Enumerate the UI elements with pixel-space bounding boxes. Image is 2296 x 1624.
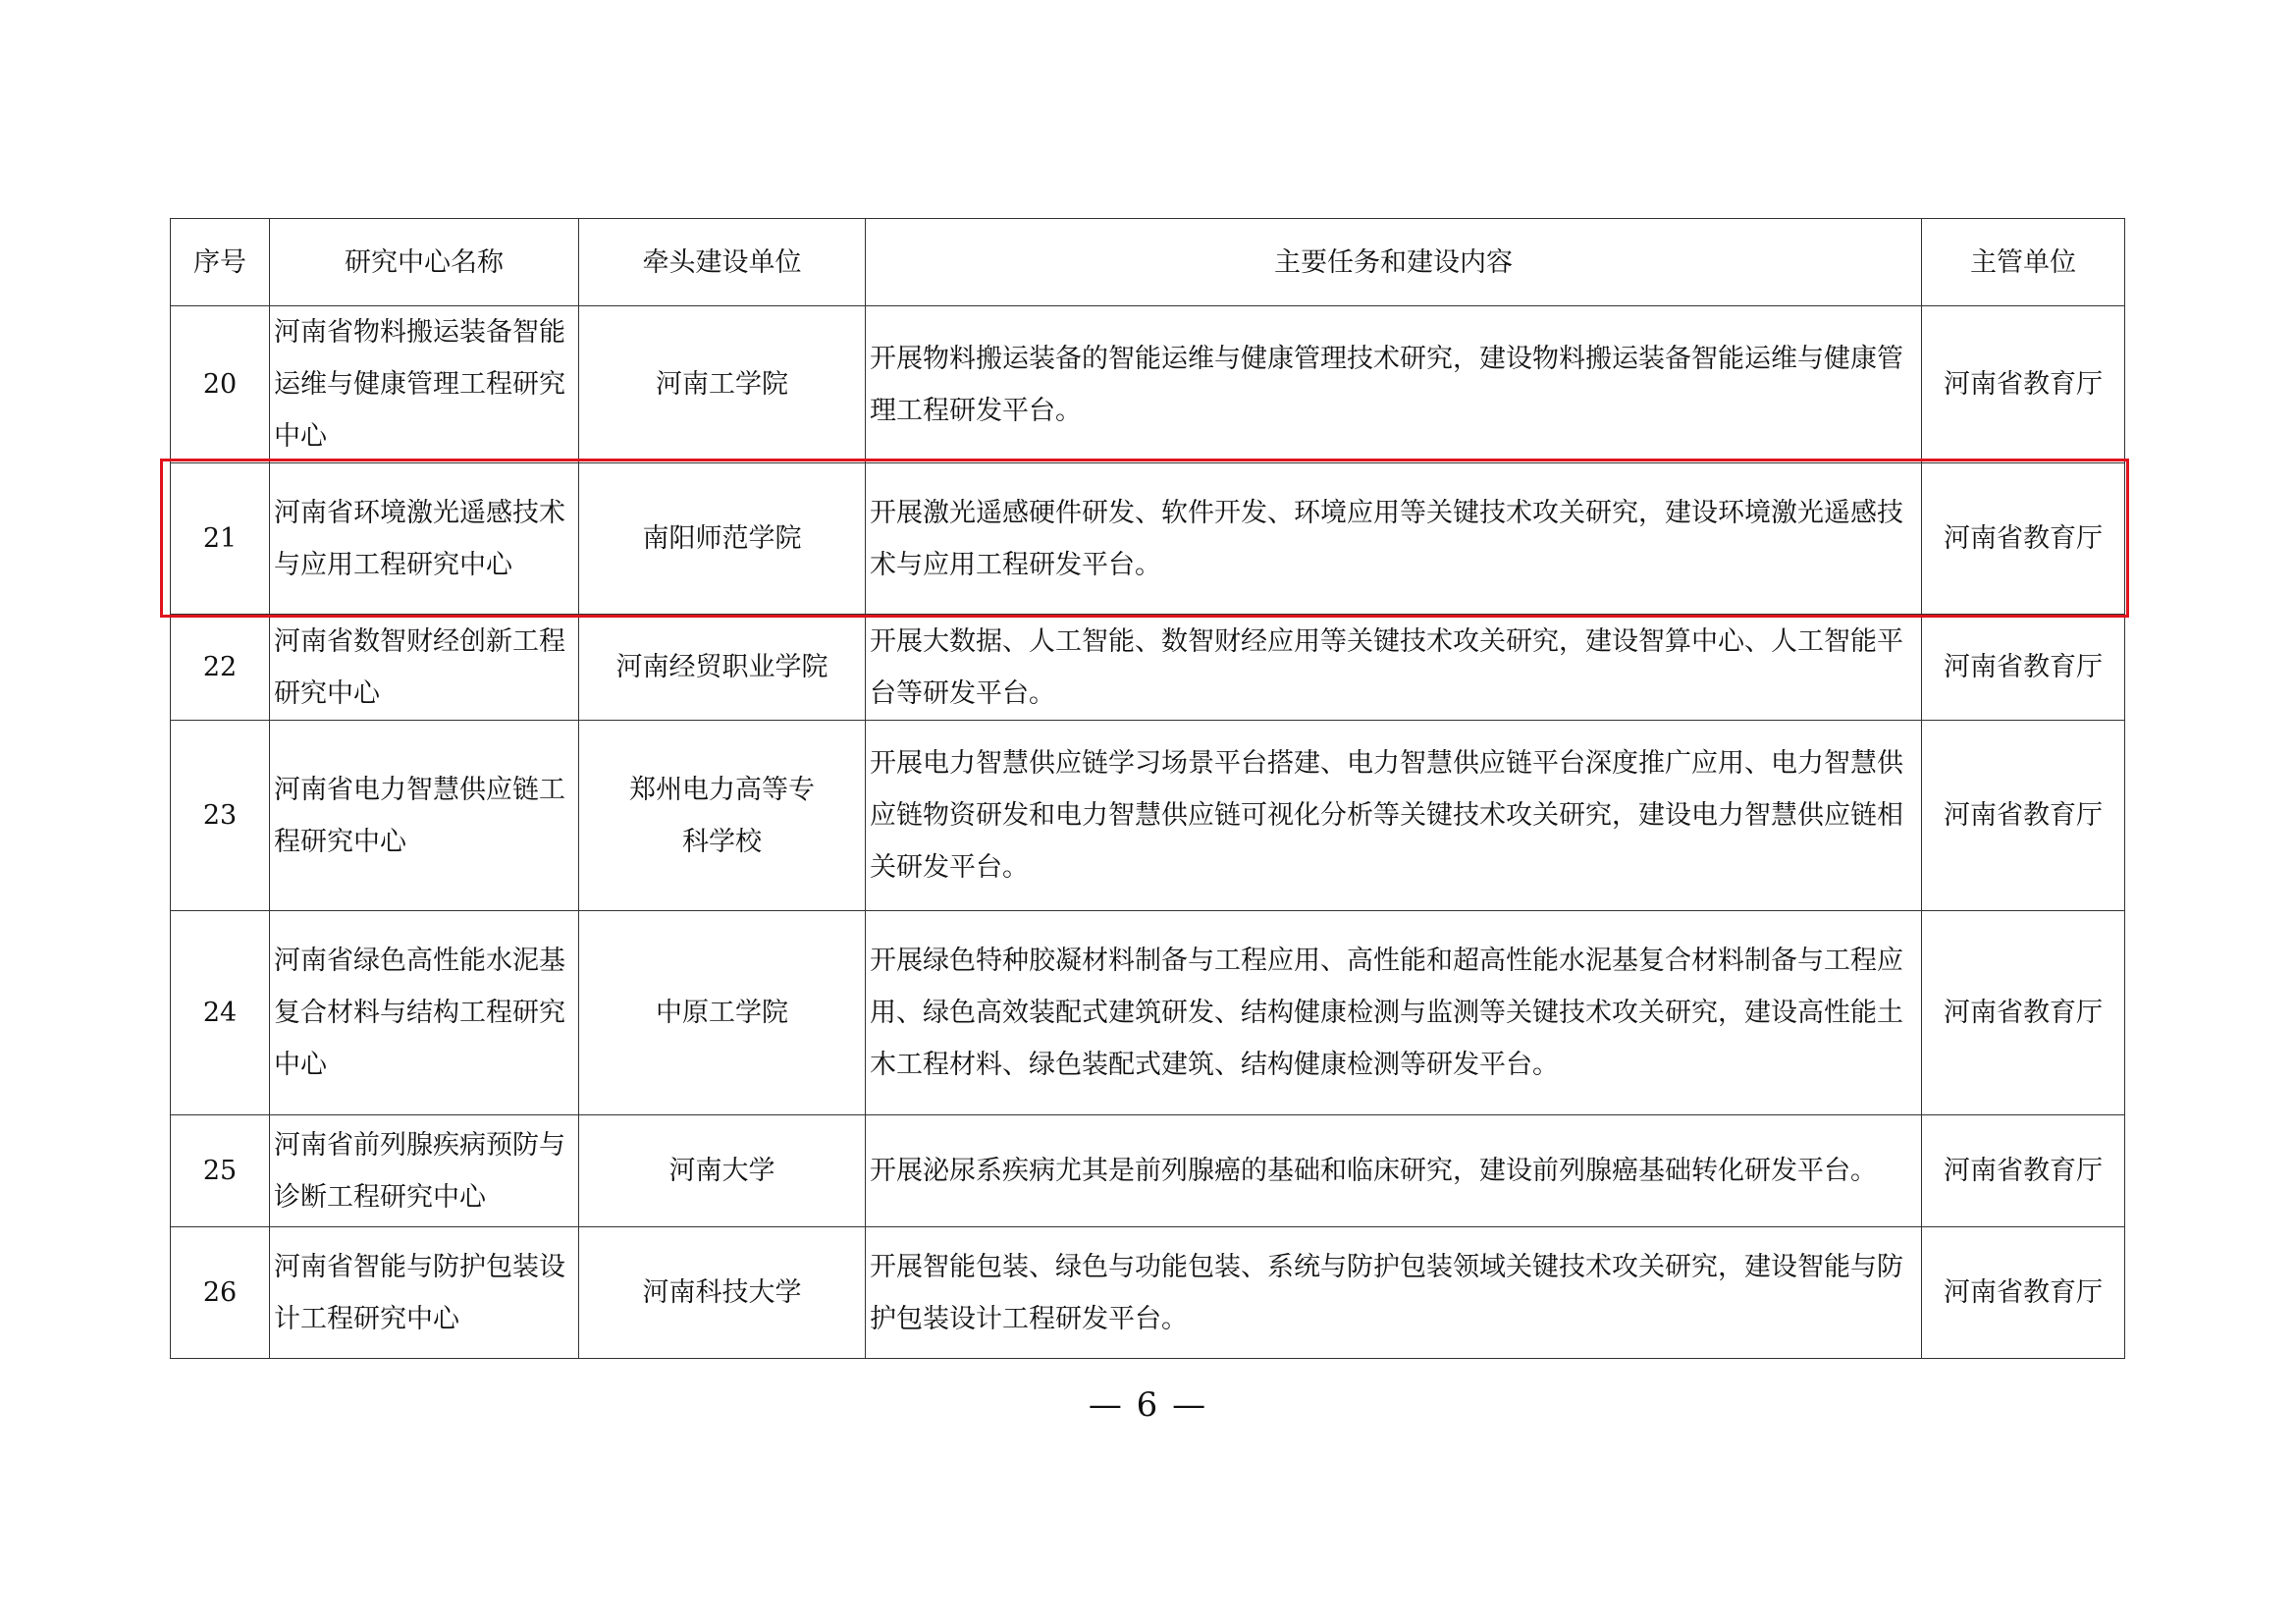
- cell-main-tasks: 开展电力智慧供应链学习场景平台搭建、电力智慧供应链平台深度推广应用、电力智慧供应链物资研发和电力智慧供应链可视化分析等关键技术攻关研究，建设电力智慧供应链相关研发平台。: [866, 721, 1922, 911]
- header-main-tasks: 主要任务和建设内容: [866, 219, 1922, 306]
- cell-center-name: 河南省数智财经创新工程研究中心: [270, 615, 579, 721]
- table-row: [171, 1115, 2125, 1227]
- table-header-row: [171, 219, 2125, 306]
- table-row: [171, 911, 2125, 1115]
- table-row: [171, 615, 2125, 721]
- cell-lead-unit: [579, 721, 866, 911]
- table-row-highlighted: [171, 463, 2125, 615]
- cell-supervising-dept: 河南省教育厅: [1922, 721, 2125, 911]
- cell-center-name: 河南省物料搬运装备智能运维与健康管理工程研究中心: [270, 306, 579, 463]
- cell-supervising-dept: 河南省教育厅: [1922, 911, 2125, 1115]
- cell-supervising-dept: 河南省教育厅: [1922, 463, 2125, 615]
- cell-supervising-dept: 河南省教育厅: [1922, 615, 2125, 721]
- cell-main-tasks: 开展大数据、人工智能、数智财经应用等关键技术攻关研究，建设智算中心、人工智能平台等研发平台。: [866, 615, 1922, 721]
- cell-lead-unit: 河南经贸职业学院: [579, 615, 866, 721]
- cell-main-tasks: 开展物料搬运装备的智能运维与健康管理技术研究，建设物料搬运装备智能运维与健康管理工程研发平台。: [866, 306, 1922, 463]
- lead-unit-text: 郑州电力高等专科学校: [629, 774, 815, 857]
- cell-supervising-dept: 河南省教育厅: [1922, 1115, 2125, 1227]
- cell-lead-unit: 南阳师范学院: [579, 463, 866, 615]
- cell-serial-number: 24: [171, 911, 270, 1115]
- header-center-name: 研究中心名称: [270, 219, 579, 306]
- cell-supervising-dept: 河南省教育厅: [1922, 1227, 2125, 1359]
- cell-serial-number: 22: [171, 615, 270, 721]
- cell-main-tasks: 开展智能包装、绿色与功能包装、系统与防护包装领域关键技术攻关研究，建设智能与防护包装设计工程研发平台。: [866, 1227, 1922, 1359]
- cell-main-tasks: 开展激光遥感硬件研发、软件开发、环境应用等关键技术攻关研究，建设环境激光遥感技术与应用工程研发平台。: [866, 463, 1922, 615]
- cell-serial-number: 25: [171, 1115, 270, 1227]
- cell-supervising-dept: 河南省教育厅: [1922, 306, 2125, 463]
- cell-serial-number: 20: [171, 306, 270, 463]
- cell-lead-unit: 河南科技大学: [579, 1227, 866, 1359]
- cell-serial-number: 23: [171, 721, 270, 911]
- cell-center-name: 河南省智能与防护包装设计工程研究中心: [270, 1227, 579, 1359]
- cell-center-name: 河南省绿色高性能水泥基复合材料与结构工程研究中心: [270, 911, 579, 1115]
- page-number: — 6 —: [1088, 1385, 1208, 1425]
- cell-center-name: 河南省电力智慧供应链工程研究中心: [270, 721, 579, 911]
- cell-main-tasks: 开展绿色特种胶凝材料制备与工程应用、高性能和超高性能水泥基复合材料制备与工程应用、绿色高效装配式建筑研发、结构健康检测与监测等关键技术攻关研究，建设高性能土木工程材料、绿色装配式建筑、结构健康检测等研发平台。: [866, 911, 1922, 1115]
- cell-center-name: 河南省前列腺疾病预防与诊断工程研究中心: [270, 1115, 579, 1227]
- cell-serial-number: 26: [171, 1227, 270, 1359]
- cell-serial-number: 21: [171, 463, 270, 615]
- header-supervising-dept: 主管单位: [1922, 219, 2125, 306]
- cell-lead-unit: 中原工学院: [579, 911, 866, 1115]
- cell-lead-unit: 河南工学院: [579, 306, 866, 463]
- research-center-table: [170, 218, 2125, 1359]
- table-row: [171, 721, 2125, 911]
- cell-main-tasks: 开展泌尿系疾病尤其是前列腺癌的基础和临床研究，建设前列腺癌基础转化研发平台。: [866, 1115, 1922, 1227]
- cell-center-name: 河南省环境激光遥感技术与应用工程研究中心: [270, 463, 579, 615]
- table-row: [171, 1227, 2125, 1359]
- header-serial-number: 序号: [171, 219, 270, 306]
- header-lead-unit: 牵头建设单位: [579, 219, 866, 306]
- table-row: [171, 306, 2125, 463]
- cell-lead-unit: 河南大学: [579, 1115, 866, 1227]
